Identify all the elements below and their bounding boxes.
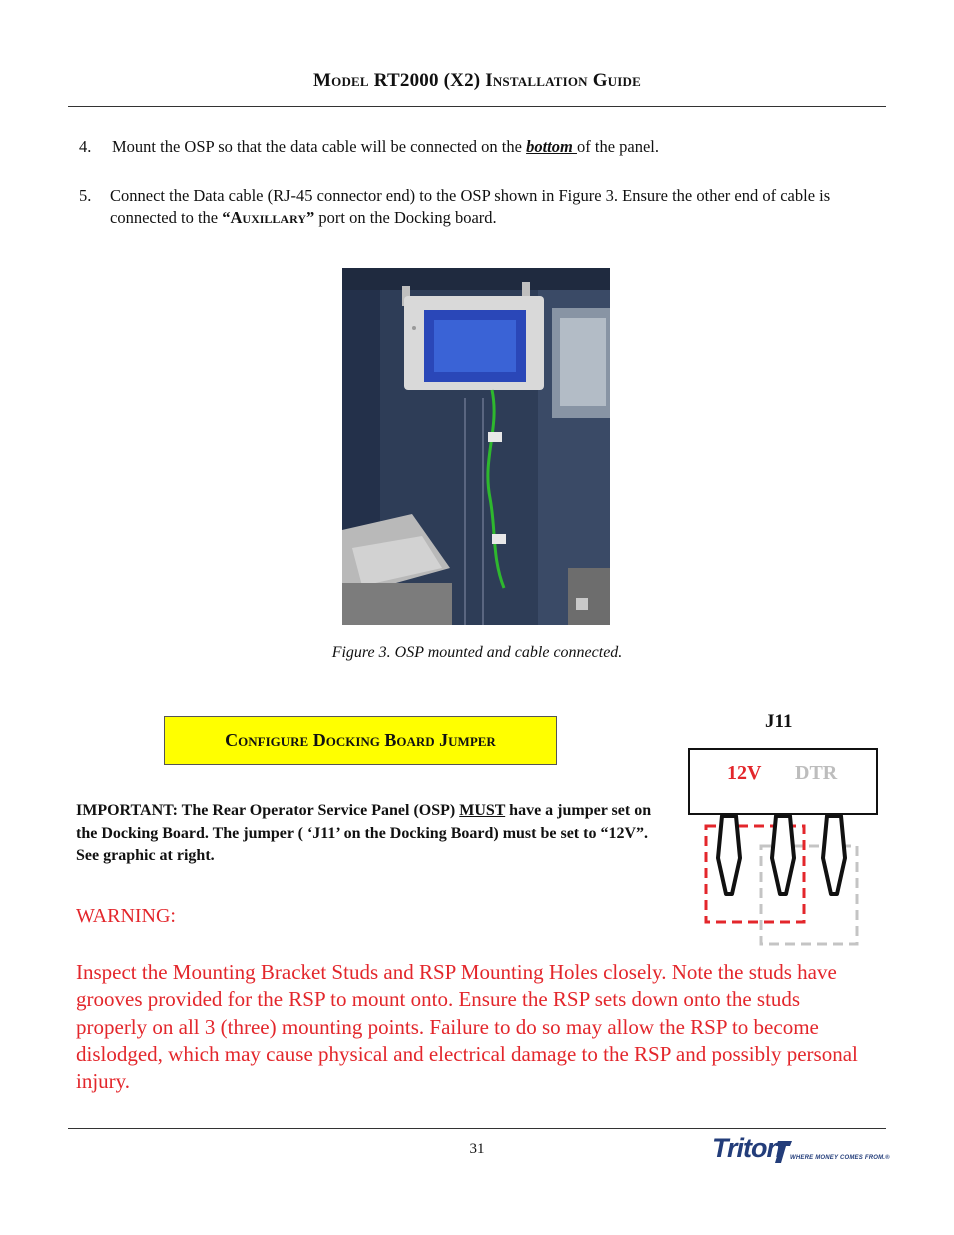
step-number: 4.	[79, 137, 92, 156]
jumper-header-label: J11	[765, 711, 793, 732]
auxillary-port-name: “Auxillary”	[222, 208, 315, 227]
step-text: Connect the Data cable (RJ-45 connector end) to the OSP shown in Figure 3. Ensure the other end of cable is connected to the	[110, 186, 831, 227]
jumper-pins-diagram	[680, 708, 890, 953]
step-5	[79, 185, 887, 229]
jumper-pin-1	[718, 816, 740, 894]
footer-rule	[68, 1128, 886, 1129]
figure-caption: Figure 3. OSP mounted and cable connected.	[331, 644, 623, 661]
brand-tagline: WHERE MONEY COMES FROM.®	[790, 1155, 890, 1161]
jumper-pin-3	[823, 816, 845, 894]
step-emphasis: bottom	[526, 137, 577, 156]
jumper-pin-2	[772, 816, 794, 894]
step-4	[79, 136, 879, 158]
header-rule	[68, 106, 886, 107]
important-text: IMPORTANT: The Rear Operator Service Panel (OSP)	[76, 802, 460, 819]
section-heading: Configure Docking Board Jumper	[164, 716, 557, 765]
important-text-end: have a jumper set on the Docking Board. The jumper ( ‘J11’ on the Docking Board) must be set to “12V”. See graphic at right.	[76, 802, 652, 864]
step-text-end: of the panel.	[576, 137, 659, 156]
step-text: Mount the OSP so that the data cable will be connected on the	[112, 137, 527, 156]
warning-title: WARNING:	[76, 905, 176, 927]
warning-body: Inspect the Mounting Bracket Studs and RSP Mounting Holes closely. Note the studs have grooves provided for the RSP to mount onto. Ensure the RSP sets down onto the studs properly on all 3 (three) mounting points. Failure to do so may allow the RSP to become dislodged, which may cause physical and electrical damage to the RSP and possibly personal injury.	[76, 960, 858, 1094]
page-header-title: Model RT2000 (X2) Installation Guide	[313, 70, 641, 91]
osp-photo-illustration	[342, 268, 610, 625]
brand-logo: Triton	[712, 1133, 782, 1163]
important-note	[76, 800, 656, 868]
osp-mounted-photo	[342, 268, 610, 625]
step-text-end: port on the Docking board.	[314, 208, 497, 227]
important-must: MUST	[459, 802, 506, 819]
step-number: 5.	[79, 186, 92, 205]
page-number: 31	[469, 1141, 485, 1157]
jumper-pin-12v-label: 12V	[727, 762, 762, 784]
jumper-pin-dtr-label: DTR	[795, 762, 838, 784]
